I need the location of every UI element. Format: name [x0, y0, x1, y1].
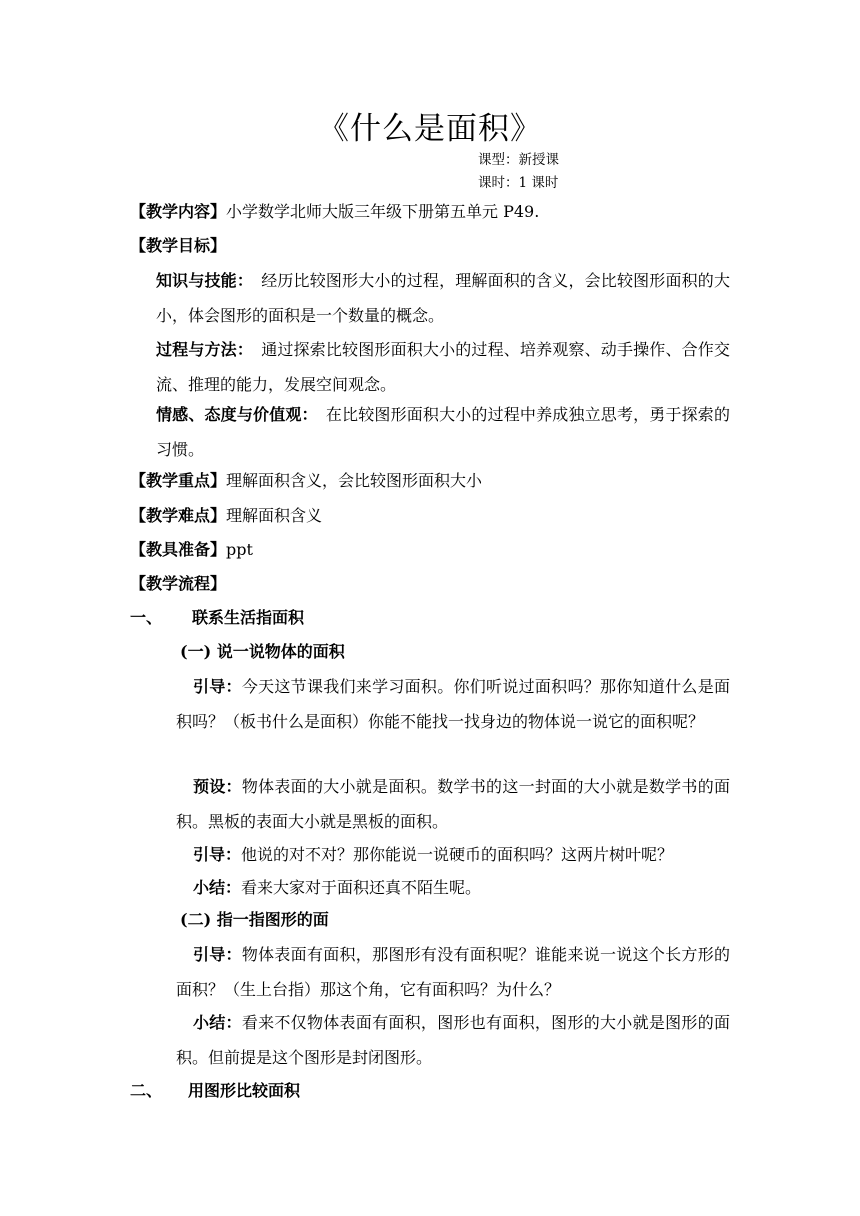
objective-emotion-text: 在比较图形面积大小的过程中养成独立思考，勇于探索的习惯。: [156, 405, 730, 459]
paragraph-guide-3: [176, 937, 730, 1007]
paragraph-guide-2-label: 引导：: [193, 845, 242, 864]
preparation: [130, 533, 253, 567]
section-1-number: 一、: [130, 608, 163, 627]
paragraph-summary-1: [176, 870, 730, 905]
preparation-label: 【教具准备】: [130, 540, 227, 559]
objective-process-label: 过程与方法：: [156, 340, 254, 359]
paragraph-summary-2-label: 小结：: [193, 1013, 242, 1032]
section-1-heading: [130, 601, 304, 635]
objective-process: [156, 332, 730, 402]
paragraph-preset-label: 预设：: [193, 777, 242, 796]
objective-knowledge-label: 知识与技能：: [156, 271, 254, 290]
teaching-content-label: 【教学内容】: [130, 202, 227, 221]
lesson-hours: 课时：1 课时: [478, 175, 559, 191]
paragraph-summary-2: [176, 1005, 730, 1075]
subsection-1-heading: (一) 说一说物体的面积: [180, 642, 345, 661]
difficult-point-text: 理解面积含义: [226, 506, 323, 525]
teaching-content-text: 小学数学北师大版三年级下册第五单元 P49.: [226, 202, 540, 221]
paragraph-guide-3-text: 物体表面有面积，那图形有没有面积呢？谁能来说一说这个长方形的面积？（生上台指）那这个角，它有面积吗？为什么？: [176, 945, 730, 999]
paragraph-guide-2: [176, 837, 730, 872]
paragraph-guide-3-label: 引导：: [193, 945, 242, 964]
key-point: [130, 464, 482, 498]
key-point-text: 理解面积含义，会比较图形面积大小: [226, 471, 483, 490]
preparation-text: ppt: [226, 540, 253, 559]
subsection-2-heading: (二) 指一指图形的面: [180, 910, 329, 929]
section-1-title: 联系生活指面积: [192, 608, 305, 627]
objective-knowledge: [156, 263, 730, 333]
paragraph-preset-text: 物体表面的大小就是面积。数学书的这一封面的大小就是数学书的面积。黑板的表面大小就是黑板的面积。: [176, 777, 730, 831]
section-2-heading: [130, 1074, 300, 1108]
key-point-label: 【教学重点】: [130, 471, 227, 490]
lesson-type: 课型：新授课: [478, 152, 559, 168]
section-2-title: 用图形比较面积: [188, 1081, 301, 1100]
objective-process-text: 通过探索比较图形面积大小的过程、培养观察、动手操作、合作交流、推理的能力，发展空间观念。: [156, 340, 730, 394]
objective-emotion-label: 情感、态度与价值观：: [156, 405, 318, 424]
paragraph-guide-1-text: 今天这节课我们来学习面积。你们听说过面积吗？那你知道什么是面积吗？（板书什么是面积）你能不能找一找身边的物体说一说它的面积呢？: [176, 677, 730, 731]
paragraph-preset: [176, 769, 730, 839]
process-heading: 【教学流程】: [130, 574, 227, 593]
paragraph-summary-1-text: 看来大家对于面积还真不陌生呢。: [241, 878, 482, 897]
paragraph-guide-1-label: 引导：: [193, 677, 242, 696]
section-2-number: 二、: [130, 1081, 163, 1100]
objectives-heading: 【教学目标】: [130, 236, 227, 255]
paragraph-guide-2-text: 他说的对不对？那你能说一说硬币的面积吗？这两片树叶呢？: [241, 845, 674, 864]
objective-knowledge-text: 经历比较图形大小的过程，理解面积的含义，会比较图形面积的大小，体会图形的面积是一个数量的概念。: [156, 271, 730, 325]
objective-emotion: [156, 397, 730, 467]
teaching-content: [130, 195, 539, 229]
paragraph-summary-2-text: 看来不仅物体表面有面积，图形也有面积，图形的大小就是图形的面积。但前提是这个图形是封闭图形。: [176, 1013, 730, 1067]
paragraph-summary-1-label: 小结：: [193, 878, 242, 897]
paragraph-guide-1: [176, 669, 730, 739]
document-title: 《什么是面积》: [318, 111, 542, 147]
difficult-point: [130, 499, 322, 533]
difficult-point-label: 【教学难点】: [130, 506, 227, 525]
